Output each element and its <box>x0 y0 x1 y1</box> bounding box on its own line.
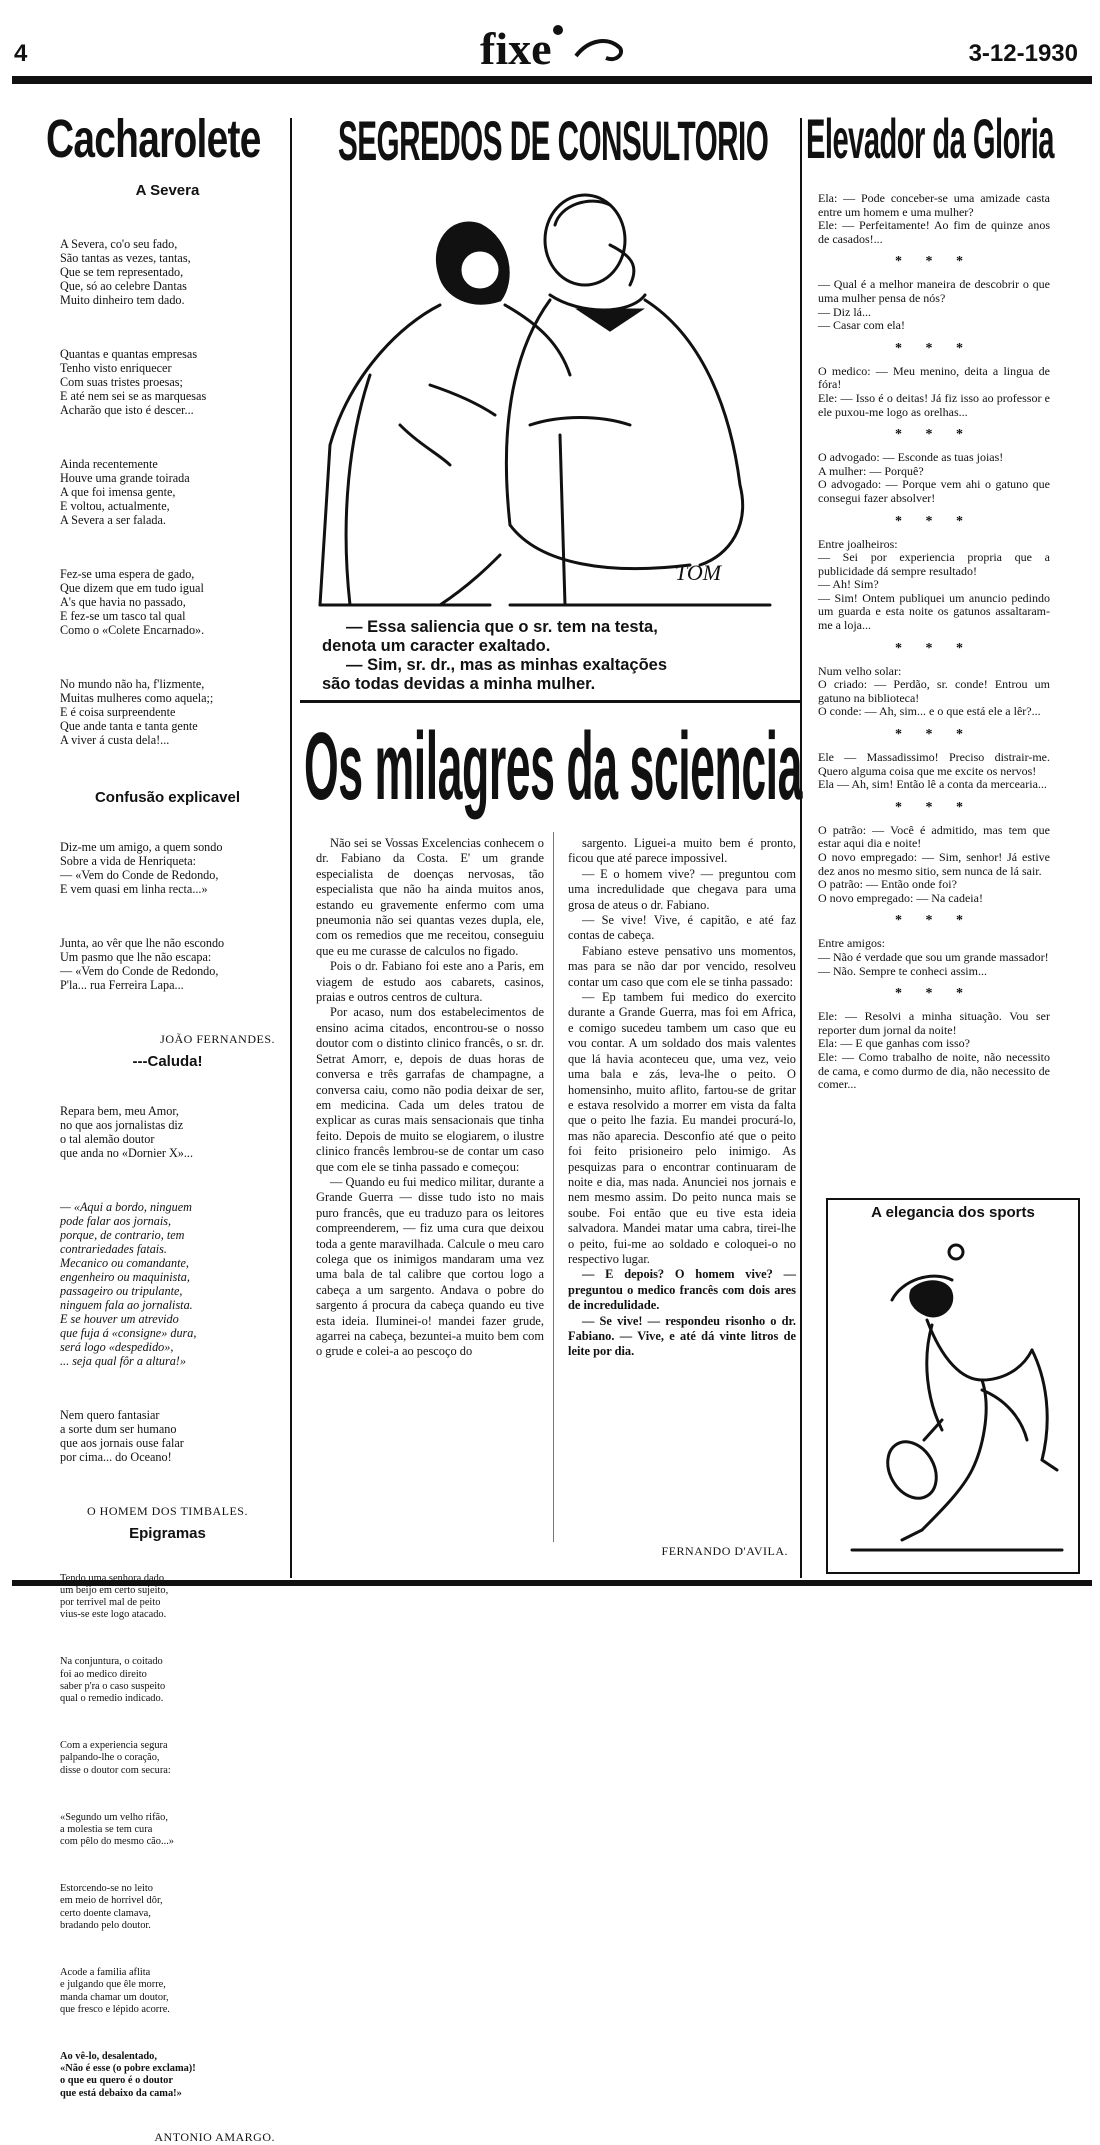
column-rule-right <box>800 118 802 1578</box>
joke-block <box>818 1010 1050 1092</box>
dialog-line: — Não. Sempre te conheci assim... <box>818 963 987 978</box>
paragraph: — Se vive! Vive, é capitão, e até faz contas de cabeça. <box>568 913 796 943</box>
paragraph: Não sei se Vossas Excelencias conhecem o dr. Fabiano da Costa. E' um grande especialista de doenças nervosas, tão especialista que não ha ainda muitos anos, estando eu gravemente enfermo com uma pneumonia não sei quantas vezes dupla, ele, com os remedios que me receitou, conseguiu que eu me curasse de calculos no figado. <box>316 836 544 958</box>
dialog-line: Ele: — Resolvi a minha situação. Vou ser reporter dum jornal da noite! <box>818 1009 1050 1037</box>
caption-line: — Sim, sr. dr., mas as minhas exaltações <box>346 656 668 674</box>
dialog-line: O conde: — Ah, sim... e o que está ele a lêr?... <box>818 704 1041 719</box>
dialog-line: Ela: — E que ganhas com isso? <box>818 1036 970 1051</box>
dialog-line: — Ah! Sim? <box>818 577 879 592</box>
dialog-line: O criado: — Perdão, sr. conde! Entrou um gatuno na biblioteca! <box>818 677 1050 705</box>
dialog-line: — Qual é a melhor maneira de descobrir o que uma mulher pensa de nós? <box>818 277 1050 305</box>
page-number: 4 <box>14 40 28 67</box>
joke-block <box>818 538 1050 633</box>
separator-stars: * * * <box>895 640 973 656</box>
sports-box <box>826 1198 1080 1574</box>
artist-signature: TOM <box>675 560 722 585</box>
dialog-line: O advogado: — Porque vem ahi o gatuno que consegui fazer absolver! <box>818 477 1050 505</box>
stanza: Com a experiencia segura palpando-lhe o coração, disse o doutor com secura: <box>60 1740 171 1776</box>
paragraph: — E o homem vive? — preguntou com uma incredulidade que chegava para uma grosa de ateus o dr. Fabiano. <box>568 866 796 912</box>
joke-block <box>818 665 1050 719</box>
poem-body <box>60 1548 275 2130</box>
dialog-line: Ele: — Como trabalho de noite, não necessito de cama, e como durmo de dia, não necessito de comer... <box>818 1049 1050 1092</box>
caption-line: — Essa saliencia que o sr. tem na testa, <box>346 618 658 636</box>
joke-block <box>818 751 1050 792</box>
article-title: Os milagres da sciencia <box>304 713 802 820</box>
paragraph: — E depois? O homem vive? — preguntou o medico francês com dois ares de incredulidade. <box>568 1267 796 1313</box>
paragraph: — Se vive! — respondeu risonho o dr. Fabiano. — Vive, e até dá vinte litros de leite por dia. <box>568 1313 796 1359</box>
cartoon-caption <box>322 618 792 694</box>
dialog-line: Entre amigos: <box>818 936 885 951</box>
paragraph: Fabiano esteve pensativo uns momentos, mas para se não dar por vencido, resolveu contar um caso que com ele se tinha passado: <box>568 943 796 989</box>
dialog-line: A mulher: — Porquê? <box>818 463 924 478</box>
author-signature: O HOMEM DOS TIMBALES. <box>87 1504 248 1518</box>
dialog-line: Ela — Ah, sim! Então lê a conta da mercearia... <box>818 777 1047 792</box>
separator-stars: * * * <box>895 340 973 356</box>
separator-stars: * * * <box>895 913 973 929</box>
article-column-2 <box>568 836 796 1360</box>
stanza: Estorcendo-se no leito em meio de horrivel dôr, certo doente clamava, bradando pelo doutor. <box>60 1883 163 1932</box>
dialog-line: O novo empregado: — Sim, senhor! Já estive dez anos no mesmo sitio, sem nunca de lá sair. <box>818 850 1050 878</box>
stanza: Tendo uma senhora dado um beijo em certo sujeito, por terrivel mal de peito vius-se este logo atacado. <box>60 1572 169 1621</box>
author-signature: JOÃO FERNANDES. <box>160 1032 275 1046</box>
paragraph: — Quando eu fui medico militar, durante a Grande Guerra — disse tudo isto no mais puro francês, que eu traduzo para os leitores compreenderem, — fiz uma cura que deixou toda a gente maravilhada. Calcule o meu caro colega que os inimigos mandaram uma vez uma bala de tal calibre que cortou logo a cabeça a um sargento. Andava o pobre do sargento á procura da cabeça quando eu tive esta ideia. Iluminei-o! mandei fazer grude, agarrei na cabeça, bezuntei-a muito bem com o grude e colei-a ao pescoço do <box>316 1174 544 1359</box>
paragraph: — Ep tambem fui medico do exercito durante a Grande Guerra, mas foi em Africa, e comigo sucedeu tambem um caso que eu vou contar. A um soldado dos mais valentes que lá havia aconteceu que, uma vez, veio uma bala e zás, leva-lhe o peito. O homensinho, muito aflito, fartou-se de gritar e estava resolvido a morrer em vista da falta que o peito lhe fazia. Eu mandei procurá-lo, mas não aparecia. Desconfio até que o peito foi feito prisioneiro pelo inimigo. As pesquizas para o encontrar continuaram de noite e dia, mas nada. Anunciei nos jornais e nem mesmo assim. Do peito nunca mais se soube. Foi então que eu tive esta ideia salvadora. Mandei matar uma cabra, tirei-lhe o peito, fui-me ao soldado e coloquei-o no respectivo lugar. <box>568 990 796 1266</box>
poem-heading: ---Caluda! <box>132 1053 203 1070</box>
stanza: — «Aqui a bordo, ninguem pode falar aos jornais, porque, de contrario, tem contrariedades fatais. Mecanico ou comandante, engenheiro ou maquinista, passageiro ou tripulante, ninguem fala ao jornalista. E se houver um atrevido que fuja á «consigne» dura, será logo «despedido», ... seja qual fôr a altura!» <box>60 1200 197 1368</box>
dialog-line: Ele: — Isso é o deitas! Já fiz isso ao professor e ele puxou-me logo as orelhas... <box>818 390 1050 419</box>
stanza: A Severa, co'o seu fado, São tantas as vezes, tantas, Que se tem representado, Que, só ao celebre Dantas Muito dinheiro tem dado. <box>60 237 191 307</box>
separator-stars: * * * <box>895 254 973 270</box>
dialog-line: O patrão: — Então onde foi? <box>818 877 957 892</box>
cartoon-illustration <box>310 185 780 615</box>
article-column-1 <box>316 836 544 1360</box>
separator-stars: * * * <box>895 727 973 743</box>
paragraph: Pois o dr. Fabiano foi este ano a Paris, em viagem de estudo aos cabarets, casinos, praias e outros centros de cultura. <box>316 959 544 1005</box>
issue-date: 3-12-1930 <box>968 40 1078 67</box>
separator-stars: * * * <box>895 427 973 443</box>
joke-block <box>818 824 1050 906</box>
logo-text: fixe <box>480 23 552 74</box>
stanza: Fez-se uma espera de gado, Que dizem que em tudo igual A's que havia no passado, E fez-se um tasco tal qual Como o «Colete Encarnado». <box>60 567 205 637</box>
dialog-line: O medico: — Meu menino, deita a lingua de fóra! <box>818 363 1050 392</box>
jokes-column <box>818 192 1050 1092</box>
author-signature: ANTONIO AMARGO. <box>154 2130 275 2145</box>
joke-block <box>818 937 1050 978</box>
dialog-line: O advogado: — Esconde as tuas joias! <box>818 450 1004 465</box>
tennis-illustration <box>832 1230 1074 1568</box>
sports-title: A elegancia dos sports <box>871 1204 1035 1221</box>
caption-line: são todas devidas a minha mulher. <box>322 675 596 693</box>
stanza: Repara bem, meu Amor, no que aos jornalistas diz o tal alemão doutor que anda no «Dornier X»... <box>60 1104 194 1160</box>
segredos-title: SEGREDOS DE CONSULTORIO <box>338 109 769 172</box>
joke-block <box>818 192 1050 246</box>
poem-heading: A Severa <box>135 182 200 199</box>
masthead-logo <box>478 18 628 78</box>
dialog-line: — Casar com ela! <box>818 318 905 333</box>
stanza: No mundo não ha, f'lizmente, Muitas mulheres como aquela;; E é coisa surpreendente Que ande tanta e tanta gente A viver á custa dela!... <box>60 677 214 747</box>
dialog-line: Ele: — Perfeitamente! Ao fim de quinze anos de casados!... <box>818 218 1050 246</box>
poem-body <box>60 812 275 1032</box>
elevador-title: Elevador da Gloria <box>806 107 1054 170</box>
paragraph: Por acaso, num dos estabelecimentos de ensino acima citados, encontrou-se o nosso doutor com o distinto clinico francês, o sr. dr. Setrat Amorr, e, depois de duas horas de conversa e três garrafas de champagne, a conversa caiu, como não podia deixar de ser, em medicina. Cada um deles tratou de explicar as curas mais sensacionais que tinha feito. Depois de muito se elogiarem, o ilustre clinico francês lembrou-se de contar um caso que com ele se tinha passado e começou: <box>316 1005 544 1174</box>
separator-stars: * * * <box>895 799 973 815</box>
dialog-line: O novo empregado: — Na cadeia! <box>818 890 983 905</box>
column-rule-left <box>290 118 292 1578</box>
dialog-line: Num velho solar: <box>818 663 902 678</box>
article-column-rule <box>553 832 554 1542</box>
dialog-line: Entre joalheiros: <box>818 536 898 551</box>
dialog-line: O patrão: — Você é admitido, mas tem que estar aqui dia e noite! <box>818 822 1050 851</box>
dialog-line: — Diz lá... <box>818 304 871 319</box>
article-signature: FERNANDO D'AVILA. <box>661 1544 788 1558</box>
separator-stars: * * * <box>895 513 973 529</box>
dialog-line: Ela: — Pode conceber-se uma amizade casta entre um homem e uma mulher? <box>818 191 1050 219</box>
paragraph: sargento. Liguei-a muito bem é pronto, ficou que até parece impossivel. <box>568 836 796 866</box>
dialog-line: — Sei por experiencia propria que a publicidade dá sempre resultado! <box>818 550 1050 578</box>
stanza: Ainda recentemente Houve uma grande toirada A que foi imensa gente, E voltou, actualmente, A Severa a ser falada. <box>60 457 190 527</box>
joke-block <box>818 451 1050 505</box>
stanza: Diz-me um amigo, a quem sondo Sobre a vida de Henriqueta: — «Vem do Conde de Redondo, E vem quasi em linha recta...» <box>60 840 223 896</box>
dialog-line: — Não é verdade que sou um grande massador! <box>818 949 1049 964</box>
dialog-line: — Sim! Ontem publiquei um anuncio pedindo um guarda e esta noite os gatunos assaltaram-me a loja... <box>818 590 1050 633</box>
left-column-content <box>60 182 275 2145</box>
section-divider <box>300 700 800 703</box>
cacharolete-title: Cacharolete <box>46 109 261 169</box>
stanza: Acode a familia aflita e julgando que êle morre, manda chamar um doutor, que fresco e lépido acorre. <box>60 1966 170 2015</box>
stanza: Quantas e quantas empresas Tenho visto enriquecer Com suas tristes proesas; E até nem sei se as marquesas Acharão que isto é descer... <box>60 347 207 417</box>
stanza: «Segundo um velho rifão, a molestia se tem cura com pêlo do mesmo cão...» <box>60 1811 174 1848</box>
poem-heading: Epigramas <box>129 1525 206 1542</box>
stanza: Ao vê-lo, desalentado, «Não é esse (o pobre exclama)! o que eu quero é o doutor que está debaixo da cama!» <box>60 2050 196 2099</box>
caption-line: denota um caracter exaltado. <box>322 637 551 655</box>
joke-block <box>818 365 1050 419</box>
poem-body <box>60 1076 275 1504</box>
poem-body <box>60 209 275 787</box>
dialog-line: Ele — Massadissimo! Preciso distrair-me. Quero alguma coisa que me excite os nervos! <box>818 750 1050 778</box>
poem-heading: Confusão explicavel <box>94 789 241 806</box>
stanza: Nem quero fantasiar a sorte dum ser humano que aos jornais ouse falar por cima... do Oceano! <box>60 1408 184 1464</box>
stanza: Junta, ao vêr que lhe não escondo Um pasmo que lhe não escapa: — «Vem do Conde de Redondo, P'la... rua Ferreira Lapa... <box>60 936 225 992</box>
joke-block <box>818 278 1050 332</box>
stanza: Na conjuntura, o coitado foi ao medico direito saber p'ra o caso suspeito qual o remedio indicado. <box>60 1656 166 1705</box>
separator-stars: * * * <box>895 986 973 1002</box>
